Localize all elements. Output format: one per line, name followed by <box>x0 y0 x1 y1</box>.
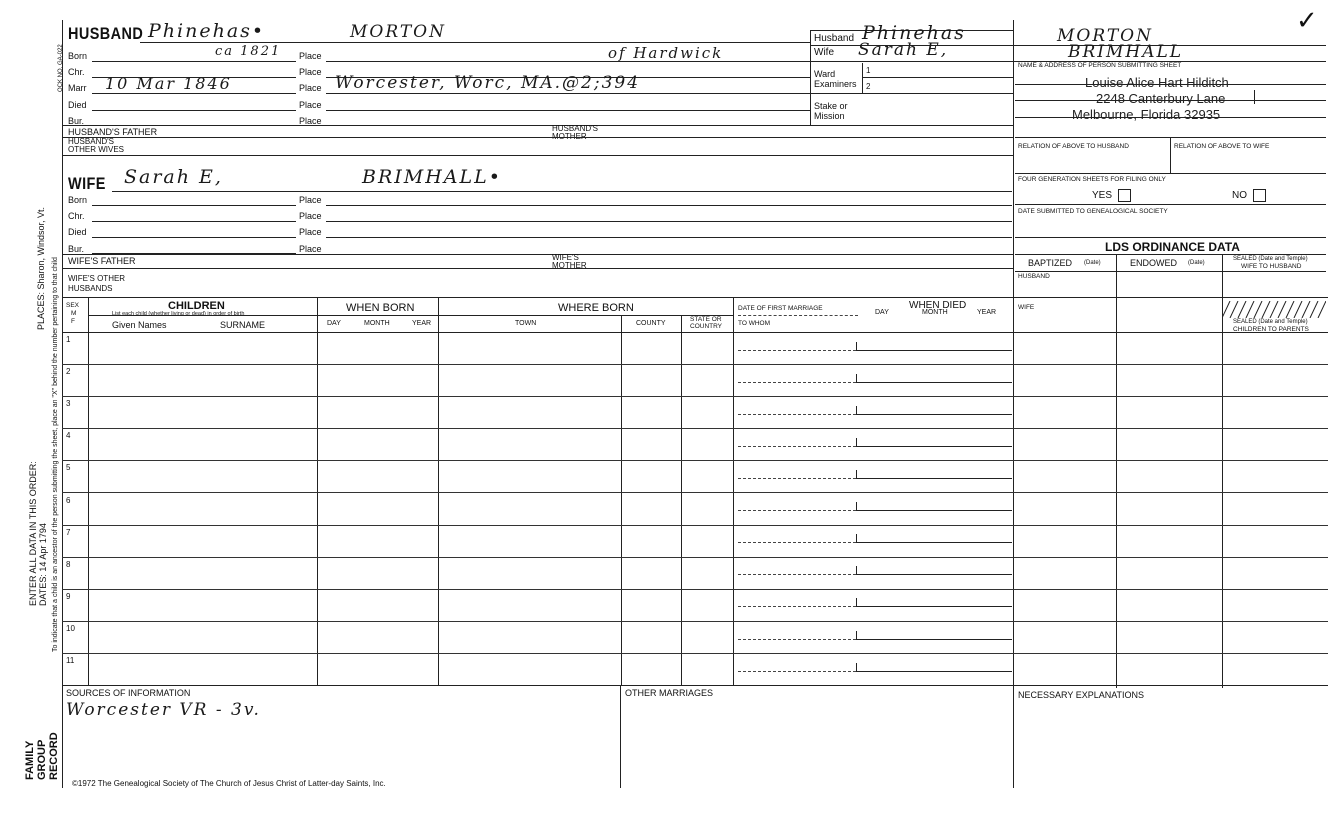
husband-died-label: Died <box>68 100 87 110</box>
husband-surname: MORTON <box>350 22 446 42</box>
record-label: RECORD <box>48 732 60 780</box>
sealed-wife-label-1: SEALED (Date and Temple) <box>1233 256 1308 262</box>
sex-f-label: F <box>71 318 75 325</box>
row-died-tick <box>856 502 857 510</box>
row-died-tick <box>856 342 857 350</box>
husband-father-label: HUSBAND'S FATHER <box>68 127 158 137</box>
to-whom-label: TO WHOM <box>738 320 771 327</box>
sealed-hatch <box>1222 301 1326 318</box>
row-number: 6 <box>66 495 71 505</box>
row-died-line <box>856 414 1012 415</box>
endowed-date-label: (Date) <box>1188 260 1205 266</box>
baptized-label: BAPTIZED <box>1028 258 1073 268</box>
yes-label: YES <box>1092 190 1113 201</box>
wife-surname: BRIMHALL• <box>362 166 502 188</box>
husband-heading: HUSBAND <box>68 24 144 43</box>
where-born-label: WHERE BORN <box>558 302 634 314</box>
yes-checkbox[interactable] <box>1118 189 1131 202</box>
children-title: CHILDREN <box>168 300 225 312</box>
sealed-children-label-1: SEALED (Date and Temple) <box>1233 319 1308 325</box>
husband-born-place-label: Place <box>299 51 322 61</box>
examiner-2: 2 <box>866 82 871 91</box>
date-submitted-label: DATE SUBMITTED TO GENEALOGICAL SOCIETY <box>1018 208 1168 215</box>
wife-mother-label-1: WIFE'S <box>552 253 579 262</box>
husband-marr-place-label: Place <box>299 83 322 93</box>
rel-husband-label: RELATION OF ABOVE TO HUSBAND <box>1018 143 1129 150</box>
row-died-tick <box>856 438 857 446</box>
tr-wife-label: Wife <box>814 47 834 58</box>
places-note: PLACES: Sharon, Windsor, Vt. <box>36 206 46 330</box>
row-died-line <box>856 606 1012 607</box>
tr-husband-surname: MORTON <box>1057 26 1153 46</box>
husband-marr-date: 10 Mar 1846 <box>105 74 232 93</box>
dates-note: DATES: 14 Apr 1794 <box>38 523 48 606</box>
submitter-line-3: Melbourne, Florida 32935 <box>1072 107 1221 122</box>
form-number: OCK NO. GA-022 <box>58 44 64 92</box>
row-number: 10 <box>66 623 75 633</box>
husband-other-wives-label-2: OTHER WIVES <box>68 145 125 154</box>
row-marriage-dash <box>738 446 856 447</box>
row-died-line <box>856 639 1012 640</box>
row-marriage-dash <box>738 414 856 415</box>
wife-other-husbands-label-2: HUSBANDS <box>68 284 113 293</box>
wife-born-place-label: Place <box>299 195 322 205</box>
row-marriage-dash <box>738 478 856 479</box>
died-day-label: DAY <box>875 309 889 316</box>
first-marriage-label: DATE OF FIRST MARRIAGE <box>738 305 823 312</box>
wife-given-name: Sarah E, <box>124 166 223 188</box>
row-died-tick <box>856 374 857 382</box>
row-marriage-dash <box>738 510 856 511</box>
husband-mother-label-1: HUSBAND'S <box>552 124 598 133</box>
sources-label: SOURCES OF INFORMATION <box>66 688 191 698</box>
sealed-children-label-2: CHILDREN TO PARENTS <box>1233 326 1309 333</box>
husband-born-place: of Hardwick <box>608 44 724 62</box>
row-marriage-dash <box>738 606 856 607</box>
row-died-line <box>856 478 1012 479</box>
born-day-label: DAY <box>327 320 341 327</box>
born-year-label: YEAR <box>412 320 432 327</box>
husband-given-name: Phinehas• <box>148 20 266 42</box>
table-row[interactable] <box>62 621 1013 653</box>
row-died-tick <box>856 406 857 414</box>
wife-bur-label: Bur. <box>68 244 85 254</box>
copyright: ©1972 The Genealogical Society of The Church of Jesus Christ of Latter-day Saints, Inc. <box>72 779 386 788</box>
row-number: 5 <box>66 463 71 473</box>
row-number: 4 <box>66 431 71 441</box>
ward-label: Ward <box>814 69 836 79</box>
table-row[interactable] <box>62 557 1013 589</box>
table-row[interactable] <box>62 525 1013 557</box>
enter-all-note: ENTER ALL DATA IN THIS ORDER: <box>28 461 38 606</box>
row-marriage-dash <box>738 542 856 543</box>
row-died-line <box>856 382 1012 383</box>
wife-born-label: Born <box>68 195 88 205</box>
died-year-label: YEAR <box>977 309 997 316</box>
examiner-1: 1 <box>866 66 871 75</box>
row-marriage-dash <box>738 382 856 383</box>
row-number: 9 <box>66 591 71 601</box>
tr-wife-surname: BRIMHALL <box>1068 42 1184 62</box>
children-instructions: List each child (whether living or dead) in order of birth <box>112 311 245 317</box>
died-month-label: MONTH <box>922 309 948 316</box>
row-marriage-dash <box>738 574 856 575</box>
row-marriage-dash <box>738 639 856 640</box>
wife-other-husbands-label-1: WIFE'S OTHER <box>68 274 126 283</box>
indicate-note: To indicate that a child is an ancestor of the person submitting the sheet, place an "X" behind the number pertaining to that child <box>52 257 59 652</box>
row-died-tick <box>856 631 857 639</box>
necessary-explanations-label: NECESSARY EXPLANATIONS <box>1018 690 1145 700</box>
row-number: 8 <box>66 559 71 569</box>
wife-heading: WIFE <box>68 174 106 193</box>
row-number: 11 <box>66 656 75 665</box>
other-marriages-label: OTHER MARRIAGES <box>625 688 714 698</box>
row-died-tick <box>856 566 857 574</box>
husband-mother-label-2: MOTHER <box>552 132 587 141</box>
rel-wife-label: RELATION OF ABOVE TO WIFE <box>1174 143 1270 150</box>
table-row[interactable] <box>62 493 1013 525</box>
submitter-line-1: Louise Alice Hart Hilditch <box>1085 75 1229 90</box>
sex-m-label: M <box>71 310 77 317</box>
row-died-tick <box>856 663 857 671</box>
tr-wife-given: Sarah E, <box>858 40 949 60</box>
table-row[interactable] <box>62 460 1013 492</box>
county-label: COUNTY <box>636 320 666 327</box>
mission-label: Mission <box>814 111 845 121</box>
group-label: GROUP <box>36 739 48 780</box>
born-month-label: MONTH <box>364 320 390 327</box>
when-born-label: WHEN BORN <box>346 302 415 314</box>
wife-died-label: Died <box>68 227 87 237</box>
surname-label: SURNAME <box>220 320 266 330</box>
row-died-line <box>856 510 1012 511</box>
town-label: TOWN <box>515 320 537 327</box>
table-row[interactable] <box>62 653 1013 685</box>
husband-died-place-label: Place <box>299 100 322 110</box>
lds-wife-label: WIFE <box>1018 304 1035 311</box>
wife-died-place-label: Place <box>299 227 322 237</box>
when-died-label: WHEN DIED <box>909 300 967 311</box>
row-marriage-dash <box>738 671 856 672</box>
husband-marr-place: Worcester, Worc, MA.@2;394 <box>335 73 641 93</box>
four-gen-label: FOUR GENERATION SHEETS FOR FILING ONLY <box>1018 176 1166 183</box>
row-died-tick <box>856 598 857 606</box>
sealed-wife-label-2: WIFE TO HUSBAND <box>1241 263 1302 270</box>
husband-born-label: Born <box>68 51 88 61</box>
table-row[interactable] <box>62 332 1013 364</box>
sources-entry: Worcester VR - 3v. <box>66 700 261 720</box>
family-label: FAMILY <box>24 740 36 780</box>
row-number: 1 <box>66 335 71 344</box>
submitter-label: NAME & ADDRESS OF PERSON SUBMITTING SHEET <box>1018 62 1182 69</box>
row-number: 3 <box>66 399 71 409</box>
row-died-line <box>856 542 1012 543</box>
table-row[interactable] <box>62 428 1013 460</box>
check-mark-icon: ✓ <box>1296 6 1318 36</box>
row-marriage-dash <box>738 350 856 351</box>
row-died-line <box>856 446 1012 447</box>
no-checkbox[interactable] <box>1253 189 1266 202</box>
wife-chr-label: Chr. <box>68 211 85 221</box>
lds-title: LDS ORDINANCE DATA <box>1105 240 1240 254</box>
row-died-line <box>856 350 1012 351</box>
endowed-label: ENDOWED <box>1130 258 1177 268</box>
sex-label: SEX <box>66 302 80 309</box>
husband-chr-label: Chr. <box>68 67 85 77</box>
row-died-tick <box>856 470 857 478</box>
husband-other-wives-label-1: HUSBAND'S <box>68 137 114 146</box>
row-died-line <box>856 671 1012 672</box>
stake-label: Stake or <box>814 101 848 111</box>
husband-bur-place-label: Place <box>299 116 322 126</box>
row-number: 7 <box>66 527 71 537</box>
state-label-1: STATE OR <box>690 316 722 323</box>
wife-mother-label-2: MOTHER <box>552 261 587 270</box>
wife-chr-place-label: Place <box>299 211 322 221</box>
row-number: 2 <box>66 367 71 377</box>
tr-husband-given: Phinehas <box>862 22 966 44</box>
row-died-tick <box>856 534 857 542</box>
submitter-line-2: 2248 Canterbury Lane <box>1096 91 1226 106</box>
tr-husband-label: Husband <box>814 33 855 44</box>
table-row[interactable] <box>62 396 1013 428</box>
husband-bur-label: Bur. <box>68 116 85 126</box>
husband-chr-place-label: Place <box>299 67 322 77</box>
given-names-label: Given Names <box>112 320 167 330</box>
table-row[interactable] <box>62 364 1013 396</box>
husband-marr-label: Marr <box>68 83 87 93</box>
no-label: NO <box>1232 190 1247 201</box>
row-died-line <box>856 574 1012 575</box>
wife-father-label: WIFE'S FATHER <box>68 256 136 266</box>
examiners-label: Examiners <box>814 79 857 89</box>
husband-born-date: ca 1821 <box>215 44 282 59</box>
table-row[interactable] <box>62 589 1013 621</box>
wife-bur-place-label: Place <box>299 244 322 254</box>
lds-husband-label: HUSBAND <box>1018 273 1050 280</box>
baptized-date-label: (Date) <box>1084 260 1101 266</box>
state-label-2: COUNTRY <box>690 323 723 330</box>
